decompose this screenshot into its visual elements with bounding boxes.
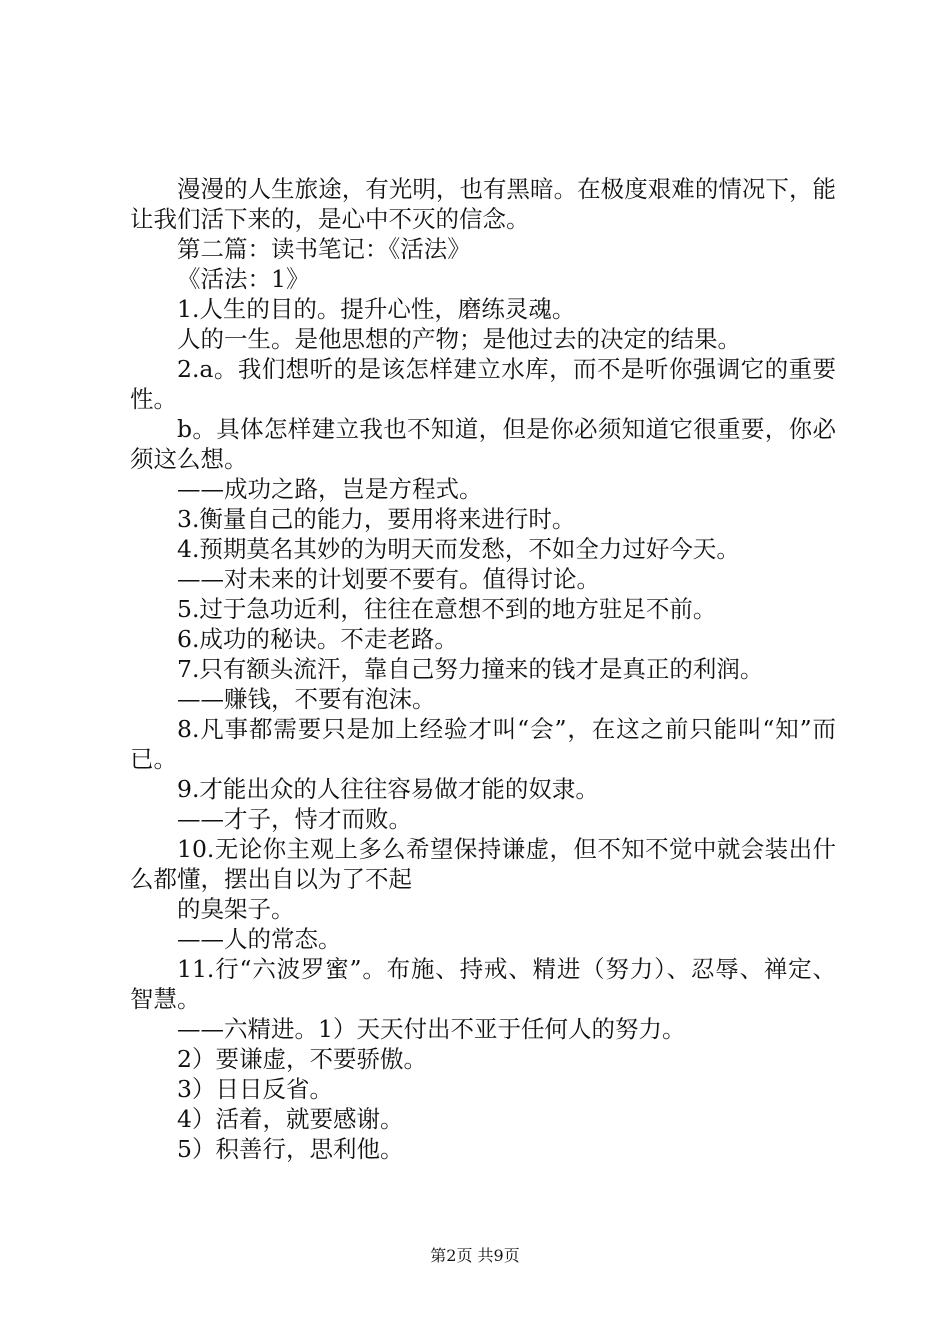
paragraph: 6.成功的秘诀。不走老路。 xyxy=(177,625,458,653)
subheading: 《活法：1》 xyxy=(177,265,310,293)
paragraph: 9.才能出众的人往往容易做才能的奴隶。 xyxy=(177,775,599,803)
paragraph: 4）活着，就要感谢。 xyxy=(177,1105,404,1133)
paragraph: ——人的常态。 xyxy=(177,925,342,953)
paragraph: 3.衡量自己的能力，要用将来进行时。 xyxy=(177,505,576,533)
paragraph: 漫漫的人生旅途，有光明，也有黑暗。在极度艰难的情况下，能让我们活下来的，是心中不灭的信念。 xyxy=(130,175,836,233)
paragraph: b。具体怎样建立我也不知道，但是你必须知道它很重要，你必须这么想。 xyxy=(130,415,836,473)
paragraph: 11.行“六波罗蜜”。布施、持戒、精进（努力）、忍辱、禅定、智慧。 xyxy=(130,955,836,1013)
paragraph: ——赚钱，不要有泡沫。 xyxy=(177,685,436,713)
paragraph: 3）日日反省。 xyxy=(177,1075,333,1103)
paragraph: ——六精进。1）天天付出不亚于任何人的努力。 xyxy=(177,1015,686,1043)
paragraph: 的臭架子。 xyxy=(177,895,295,923)
paragraph: 2.a。我们想听的是该怎样建立水库，而不是听你强调它的重要性。 xyxy=(130,355,836,413)
paragraph: 5.过于急功近利，往往在意想不到的地方驻足不前。 xyxy=(177,595,717,623)
paragraph: 8.凡事都需要只是加上经验才叫“会”，在这之前只能叫“知”而已。 xyxy=(130,715,836,773)
paragraph: ——成功之路，岂是方程式。 xyxy=(177,475,483,503)
page-footer xyxy=(0,1243,950,1266)
paragraph: 4.预期莫名其妙的为明天而发愁，不如全力过好今天。 xyxy=(177,535,740,563)
paragraph: ——才子，恃才而败。 xyxy=(177,805,412,833)
page-number-label: 第2页 共9页 xyxy=(430,1246,520,1265)
paragraph: 人的一生。是他思想的产物；是他过去的决定的结果。 xyxy=(177,325,741,353)
paragraph: 10.无论你主观上多么希望保持谦虚，但不知不觉中就会装出什么都懂，摆出自以为了不起 xyxy=(130,835,836,893)
paragraph: 7.只有额头流汗，靠自己努力撞来的钱才是真正的利润。 xyxy=(177,655,764,683)
paragraph: 1.人生的目的。提升心性，磨练灵魂。 xyxy=(177,295,576,323)
document-body xyxy=(130,174,836,1164)
paragraph: ——对未来的计划要不要有。值得讨论。 xyxy=(177,565,600,593)
paragraph: 2）要谦虚，不要骄傲。 xyxy=(177,1045,427,1073)
section-heading: 第二篇：读书笔记：《活法》 xyxy=(177,235,471,263)
paragraph: 5）积善行，思利他。 xyxy=(177,1135,404,1163)
